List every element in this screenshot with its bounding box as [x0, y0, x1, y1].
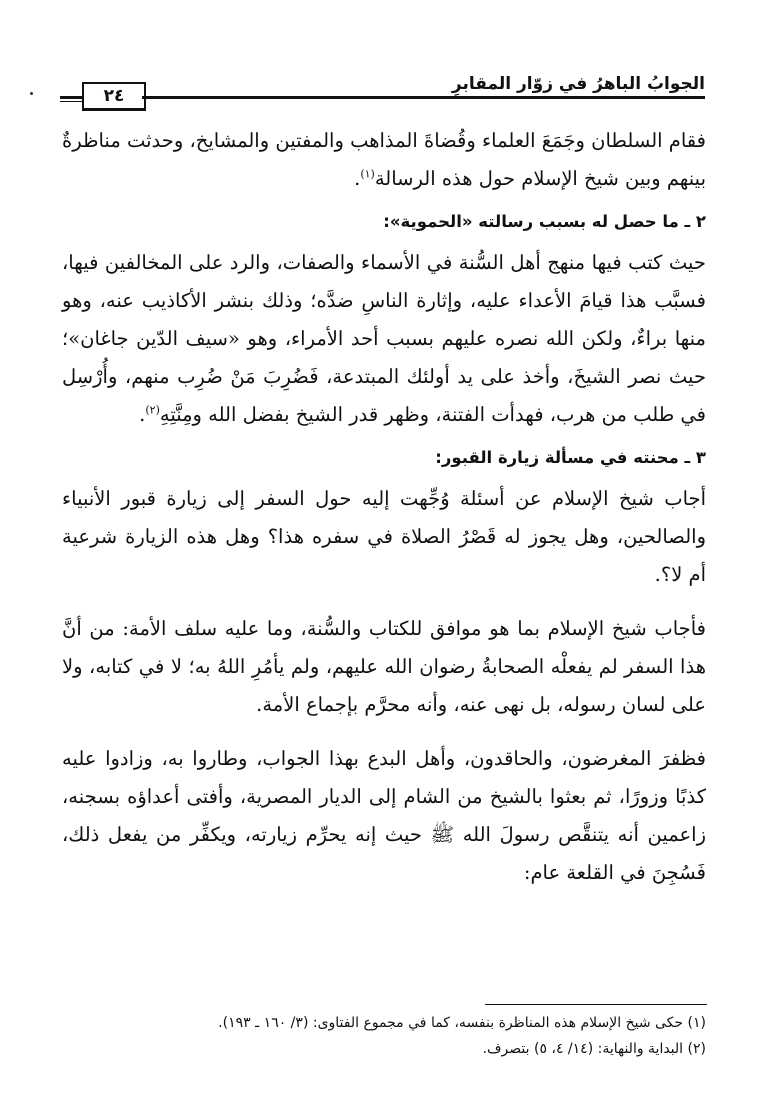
paragraph-3: أجاب شيخ الإسلام عن أسئلة وُجِّهت إليه حول السفر إلى زيارة قبور الأنبياء والصالحين، وهل يجوز له قَصْرُ الصلاة في سفره هذا؟ وهل هذه الزيارة شرعية أم لا؟. [62, 487, 706, 586]
running-title: الجوابُ الباهرُ في زوّار المقابرِ [451, 74, 705, 94]
header-rule-left-thin [60, 101, 82, 102]
page-header [60, 70, 705, 116]
header-rule [142, 96, 705, 99]
paragraph-4: فأجاب شيخ الإسلام بما هو موافق للكتاب والسُّنة، وما عليه سلف الأمة: من أنَّ هذا السفر لم يفعلْه الصحابةُ رضوان الله عليهم، ولم يأمُرِ اللهُ به؛ لا في كتابه، ولا على لسان رسوله، بل نهى عنه، وأنه محرَّم بإجماع الأمة. [62, 617, 706, 716]
footnote-separator [485, 1004, 707, 1005]
footnote-ref-2[interactable]: (٢) [145, 403, 160, 417]
paragraph-5: فظفرَ المغرضون، والحاقدون، وأهل البدع بهذا الجواب، وطاروا به، وزادوا عليه كذبًا وزورًا، ثم بعثوا بالشيخ من الشام إلى الديار المصرية، وأفتى أعداؤه بسجنه، زاعمين أنه يتنقَّص رسولَ الله ﷺ حيث إنه يحرِّم زيارته، ويكفِّر من يفعل ذلك، فَسُجِنَ في القلعة عام: [62, 747, 706, 884]
footnote-1: (١) حكى شيخ الإسلام هذه المناظرة بنفسه، كما في مجموع الفتاوى: (٣/ ١٦٠ ـ ١٩٣). [218, 1015, 706, 1031]
paragraph-2: حيث كتب فيها منهج أهل السُّنة في الأسماء والصفات، والرد على المخالفين فيها، فسبَّب هذا قيامَ الأعداء عليه، وإثارة الناسِ ضدَّه؛ وذلك بنشر الأكاذيب عنه، وهو منها براءٌ، ولكن الله نصره عليهم بسبب أحد الأمراء، وهو «سيف الدّين جاغان»؛ حيث نصر الشيخَ، وأخذ على يد أولئك المبتدعة، فَضُرِبَ مَنْ ضُرِب منهم، وأُرْسِل في طلب من هرب، فهدأت الفتنة، وظهر قدر الشيخ بفضل الله ومِنَّتِهِ$^{(٢)}$. [62, 251, 706, 426]
footnote-ref-1[interactable]: (١) [360, 167, 375, 181]
page-number: ٢٤ [82, 82, 146, 111]
footnotes [62, 1010, 706, 1062]
paragraph-1: فقام السلطان وجَمَعَ العلماء وقُضاةَ المذاهب والمفتين والمشايخ، وحدثت مناظرةٌ بينهم وبين شيخ الإسلام حول هذه الرسالة$^{(١)}$. [62, 129, 706, 190]
header-rule-left [60, 96, 82, 99]
section-heading-2: ٢ ـ ما حصل له بسبب رسالته «الحموية»: [383, 212, 706, 231]
margin-speck [30, 92, 33, 95]
section-heading-3: ٣ ـ محنته في مسألة زيارة القبور: [435, 448, 706, 467]
main-text [62, 122, 706, 892]
footnote-2: (٢) البداية والنهاية: (١٤/ ٤، ٥) بتصرف. [482, 1041, 706, 1057]
